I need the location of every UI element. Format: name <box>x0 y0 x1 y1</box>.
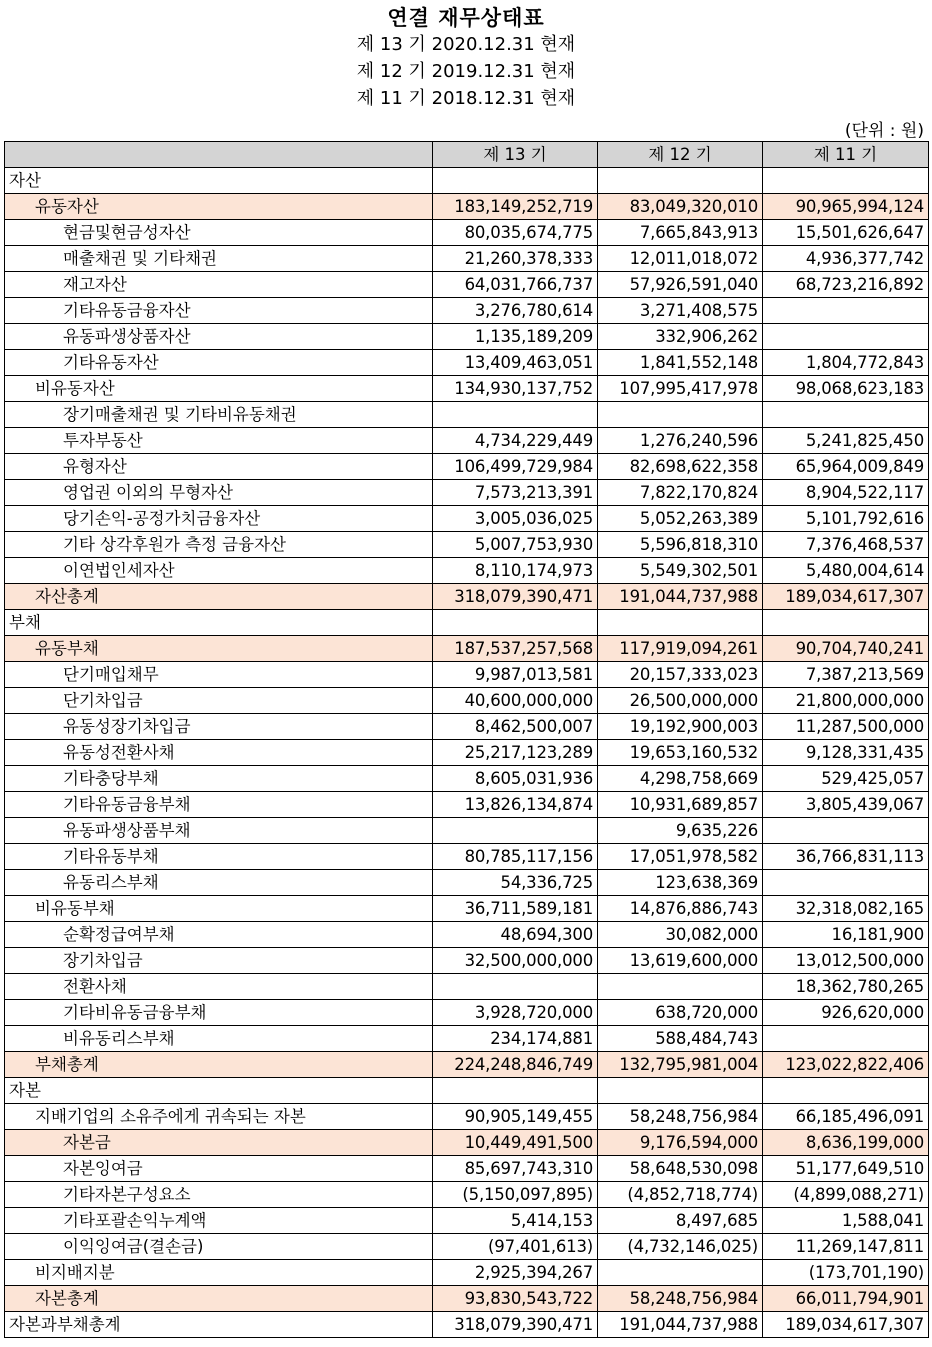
amount-cell: 90,704,740,241 <box>763 636 929 662</box>
amount-cell: 83,049,320,010 <box>598 194 763 220</box>
amount-cell: 638,720,000 <box>598 1000 763 1026</box>
amount-cell: 5,480,004,614 <box>763 558 929 584</box>
account-label: 매출채권 및 기타채권 <box>5 246 433 272</box>
amount-cell: 51,177,649,510 <box>763 1156 929 1182</box>
amount-cell: 25,217,123,289 <box>433 740 598 766</box>
account-label: 영업권 이외의 무형자산 <box>5 480 433 506</box>
account-label: 비유동리스부채 <box>5 1026 433 1052</box>
amount-cell: 14,876,886,743 <box>598 896 763 922</box>
amount-cell: 8,497,685 <box>598 1208 763 1234</box>
amount-cell: 54,336,725 <box>433 870 598 896</box>
table-row <box>5 740 929 766</box>
table-row <box>5 1234 929 1260</box>
account-label: 유동파생상품자산 <box>5 324 433 350</box>
account-label: 유동자산 <box>5 194 433 220</box>
amount-cell: 21,800,000,000 <box>763 688 929 714</box>
amount-cell: 191,044,737,988 <box>598 584 763 610</box>
amount-cell: 106,499,729,984 <box>433 454 598 480</box>
amount-cell: 3,005,036,025 <box>433 506 598 532</box>
amount-cell: 19,653,160,532 <box>598 740 763 766</box>
amount-cell: 8,636,199,000 <box>763 1130 929 1156</box>
amount-cell: 58,648,530,098 <box>598 1156 763 1182</box>
table-row <box>5 1130 929 1156</box>
amount-cell: 17,051,978,582 <box>598 844 763 870</box>
amount-cell <box>763 1078 929 1104</box>
account-label: 자산 <box>5 168 433 194</box>
amount-cell: 80,785,117,156 <box>433 844 598 870</box>
table-header-row <box>5 142 929 168</box>
account-label: 기타비유동금융부채 <box>5 1000 433 1026</box>
amount-cell <box>598 1260 763 1286</box>
amount-cell: 588,484,743 <box>598 1026 763 1052</box>
table-row <box>5 1182 929 1208</box>
amount-cell: 57,926,591,040 <box>598 272 763 298</box>
amount-cell: (4,852,718,774) <box>598 1182 763 1208</box>
table-row <box>5 922 929 948</box>
amount-cell: 9,128,331,435 <box>763 740 929 766</box>
table-row <box>5 402 929 428</box>
balance-sheet-table <box>4 141 929 1338</box>
amount-cell: 1,841,552,148 <box>598 350 763 376</box>
amount-cell: (173,701,190) <box>763 1260 929 1286</box>
account-label: 자본 <box>5 1078 433 1104</box>
amount-cell: 4,298,758,669 <box>598 766 763 792</box>
table-row <box>5 1000 929 1026</box>
amount-cell: 5,596,818,310 <box>598 532 763 558</box>
table-row <box>5 1026 929 1052</box>
amount-cell: 11,287,500,000 <box>763 714 929 740</box>
amount-cell: 318,079,390,471 <box>433 584 598 610</box>
amount-cell: 90,965,994,124 <box>763 194 929 220</box>
amount-cell: 3,271,408,575 <box>598 298 763 324</box>
amount-cell: 36,711,589,181 <box>433 896 598 922</box>
amount-cell: 1,135,189,209 <box>433 324 598 350</box>
account-label: 기타유동자산 <box>5 350 433 376</box>
amount-cell <box>763 298 929 324</box>
table-row <box>5 714 929 740</box>
account-label: 기타유동금융자산 <box>5 298 433 324</box>
table-row <box>5 818 929 844</box>
account-label: 유형자산 <box>5 454 433 480</box>
amount-cell: 1,588,041 <box>763 1208 929 1234</box>
period-line: 제 13 기 2020.12.31 현재 <box>356 34 576 55</box>
account-label: 기타유동금융부채 <box>5 792 433 818</box>
amount-cell <box>433 974 598 1000</box>
account-label: 부채총계 <box>5 1052 433 1078</box>
amount-cell: 123,638,369 <box>598 870 763 896</box>
table-row <box>5 1260 929 1286</box>
amount-cell: 2,925,394,267 <box>433 1260 598 1286</box>
table-row <box>5 272 929 298</box>
header-period-12: 제 12 기 <box>598 142 763 168</box>
account-label: 재고자산 <box>5 272 433 298</box>
amount-cell <box>763 168 929 194</box>
amount-cell: 82,698,622,358 <box>598 454 763 480</box>
amount-cell: 15,501,626,647 <box>763 220 929 246</box>
table-row <box>5 194 929 220</box>
table-row <box>5 506 929 532</box>
amount-cell: 3,928,720,000 <box>433 1000 598 1026</box>
amount-cell: 18,362,780,265 <box>763 974 929 1000</box>
table-row <box>5 870 929 896</box>
amount-cell: (97,401,613) <box>433 1234 598 1260</box>
amount-cell: 7,376,468,537 <box>763 532 929 558</box>
table-row <box>5 584 929 610</box>
account-label: 자본잉여금 <box>5 1156 433 1182</box>
table-row <box>5 1052 929 1078</box>
table-row <box>5 1156 929 1182</box>
amount-cell: 187,537,257,568 <box>433 636 598 662</box>
amount-cell: 926,620,000 <box>763 1000 929 1026</box>
amount-cell: 7,822,170,824 <box>598 480 763 506</box>
table-row <box>5 324 929 350</box>
amount-cell: 5,007,753,930 <box>433 532 598 558</box>
amount-cell: 189,034,617,307 <box>763 584 929 610</box>
amount-cell: 40,600,000,000 <box>433 688 598 714</box>
account-label: 유동성장기차입금 <box>5 714 433 740</box>
account-label: 자산총계 <box>5 584 433 610</box>
amount-cell: 11,269,147,811 <box>763 1234 929 1260</box>
account-label: 부채 <box>5 610 433 636</box>
amount-cell <box>433 1078 598 1104</box>
account-label: 비유동부채 <box>5 896 433 922</box>
amount-cell <box>598 974 763 1000</box>
table-row <box>5 220 929 246</box>
amount-cell <box>763 324 929 350</box>
table-row <box>5 168 929 194</box>
amount-cell: 5,241,825,450 <box>763 428 929 454</box>
amount-cell: 123,022,822,406 <box>763 1052 929 1078</box>
amount-cell <box>763 870 929 896</box>
amount-cell: 7,387,213,569 <box>763 662 929 688</box>
table-row <box>5 532 929 558</box>
period-line: 제 12 기 2019.12.31 현재 <box>356 61 576 82</box>
account-label: 단기매입채무 <box>5 662 433 688</box>
account-label: 유동부채 <box>5 636 433 662</box>
amount-cell: 224,248,846,749 <box>433 1052 598 1078</box>
amount-cell: 58,248,756,984 <box>598 1286 763 1312</box>
amount-cell: 13,409,463,051 <box>433 350 598 376</box>
amount-cell: 68,723,216,892 <box>763 272 929 298</box>
amount-cell: 8,605,031,936 <box>433 766 598 792</box>
amount-cell: 20,157,333,023 <box>598 662 763 688</box>
account-label: 이익잉여금(결손금) <box>5 1234 433 1260</box>
amount-cell: 191,044,737,988 <box>598 1312 763 1338</box>
amount-cell <box>763 610 929 636</box>
table-row <box>5 298 929 324</box>
unit-label: (단위 : 원) <box>844 121 924 141</box>
header-period-13: 제 13 기 <box>433 142 598 168</box>
account-label: 기타 상각후원가 측정 금융자산 <box>5 532 433 558</box>
amount-cell <box>598 610 763 636</box>
amount-cell: 10,449,491,500 <box>433 1130 598 1156</box>
table-row <box>5 428 929 454</box>
amount-cell: 5,549,302,501 <box>598 558 763 584</box>
account-label: 유동파생상품부채 <box>5 818 433 844</box>
account-label: 기타충당부채 <box>5 766 433 792</box>
account-label: 유동리스부채 <box>5 870 433 896</box>
amount-cell: (5,150,097,895) <box>433 1182 598 1208</box>
table-row <box>5 454 929 480</box>
amount-cell: 9,635,226 <box>598 818 763 844</box>
account-label: 자본금 <box>5 1130 433 1156</box>
table-row <box>5 246 929 272</box>
account-label: 기타유동부채 <box>5 844 433 870</box>
amount-cell: 16,181,900 <box>763 922 929 948</box>
table-row <box>5 1208 929 1234</box>
table-row <box>5 1104 929 1130</box>
table-row <box>5 636 929 662</box>
amount-cell: 30,082,000 <box>598 922 763 948</box>
amount-cell: 48,694,300 <box>433 922 598 948</box>
amount-cell: 332,906,262 <box>598 324 763 350</box>
amount-cell: 5,052,263,389 <box>598 506 763 532</box>
account-label: 투자부동산 <box>5 428 433 454</box>
account-label: 자본총계 <box>5 1286 433 1312</box>
amount-cell <box>598 402 763 428</box>
amount-cell: 529,425,057 <box>763 766 929 792</box>
amount-cell: 32,500,000,000 <box>433 948 598 974</box>
amount-cell: 13,826,134,874 <box>433 792 598 818</box>
amount-cell <box>763 402 929 428</box>
account-label: 현금및현금성자산 <box>5 220 433 246</box>
table-row <box>5 1078 929 1104</box>
table-row <box>5 948 929 974</box>
amount-cell: 36,766,831,113 <box>763 844 929 870</box>
amount-cell: 4,936,377,742 <box>763 246 929 272</box>
account-label: 유동성전환사채 <box>5 740 433 766</box>
amount-cell <box>433 168 598 194</box>
amount-cell: 132,795,981,004 <box>598 1052 763 1078</box>
amount-cell: 5,101,792,616 <box>763 506 929 532</box>
table-row <box>5 610 929 636</box>
table-row <box>5 1312 929 1338</box>
amount-cell: 66,185,496,091 <box>763 1104 929 1130</box>
table-row <box>5 662 929 688</box>
amount-cell: 8,462,500,007 <box>433 714 598 740</box>
account-label: 순확정급여부채 <box>5 922 433 948</box>
amount-cell: (4,899,088,271) <box>763 1182 929 1208</box>
amount-cell: 9,176,594,000 <box>598 1130 763 1156</box>
account-label: 비유동자산 <box>5 376 433 402</box>
amount-cell: 134,930,137,752 <box>433 376 598 402</box>
amount-cell: 13,012,500,000 <box>763 948 929 974</box>
amount-cell: 1,804,772,843 <box>763 350 929 376</box>
amount-cell: 90,905,149,455 <box>433 1104 598 1130</box>
amount-cell <box>598 1078 763 1104</box>
table-row <box>5 480 929 506</box>
table-row <box>5 844 929 870</box>
amount-cell: (4,732,146,025) <box>598 1234 763 1260</box>
table-row <box>5 896 929 922</box>
amount-cell: 3,805,439,067 <box>763 792 929 818</box>
account-label: 지배기업의 소유주에게 귀속되는 자본 <box>5 1104 433 1130</box>
amount-cell: 80,035,674,775 <box>433 220 598 246</box>
amount-cell: 1,276,240,596 <box>598 428 763 454</box>
table-row <box>5 974 929 1000</box>
amount-cell: 32,318,082,165 <box>763 896 929 922</box>
account-label: 이연법인세자산 <box>5 558 433 584</box>
table-row <box>5 350 929 376</box>
table-row <box>5 1286 929 1312</box>
amount-cell: 318,079,390,471 <box>433 1312 598 1338</box>
account-label: 단기차입금 <box>5 688 433 714</box>
amount-cell: 189,034,617,307 <box>763 1312 929 1338</box>
amount-cell: 5,414,153 <box>433 1208 598 1234</box>
amount-cell: 8,904,522,117 <box>763 480 929 506</box>
amount-cell <box>763 1026 929 1052</box>
amount-cell: 26,500,000,000 <box>598 688 763 714</box>
account-label: 장기매출채권 및 기타비유동채권 <box>5 402 433 428</box>
account-label: 기타포괄손익누계액 <box>5 1208 433 1234</box>
amount-cell <box>433 402 598 428</box>
account-label: 비지배지분 <box>5 1260 433 1286</box>
amount-cell: 10,931,689,857 <box>598 792 763 818</box>
amount-cell: 117,919,094,261 <box>598 636 763 662</box>
amount-cell: 64,031,766,737 <box>433 272 598 298</box>
amount-cell: 21,260,378,333 <box>433 246 598 272</box>
amount-cell: 93,830,543,722 <box>433 1286 598 1312</box>
amount-cell: 65,964,009,849 <box>763 454 929 480</box>
amount-cell: 8,110,174,973 <box>433 558 598 584</box>
amount-cell: 66,011,794,901 <box>763 1286 929 1312</box>
account-label: 당기손익-공정가치금융자산 <box>5 506 433 532</box>
amount-cell: 3,276,780,614 <box>433 298 598 324</box>
account-label: 전환사채 <box>5 974 433 1000</box>
account-label: 기타자본구성요소 <box>5 1182 433 1208</box>
amount-cell <box>598 168 763 194</box>
amount-cell: 183,149,252,719 <box>433 194 598 220</box>
header-period-11: 제 11 기 <box>763 142 929 168</box>
account-label: 자본과부채총계 <box>5 1312 433 1338</box>
amount-cell <box>433 818 598 844</box>
amount-cell <box>763 818 929 844</box>
period-line: 제 11 기 2018.12.31 현재 <box>356 88 576 109</box>
amount-cell: 9,987,013,581 <box>433 662 598 688</box>
amount-cell <box>433 610 598 636</box>
table-row <box>5 766 929 792</box>
amount-cell: 4,734,229,449 <box>433 428 598 454</box>
amount-cell: 12,011,018,072 <box>598 246 763 272</box>
amount-cell: 13,619,600,000 <box>598 948 763 974</box>
table-row <box>5 792 929 818</box>
amount-cell: 107,995,417,978 <box>598 376 763 402</box>
header-account <box>5 142 433 168</box>
amount-cell: 58,248,756,984 <box>598 1104 763 1130</box>
table-row <box>5 558 929 584</box>
table-body <box>5 168 929 1338</box>
amount-cell: 7,665,843,913 <box>598 220 763 246</box>
amount-cell: 19,192,900,003 <box>598 714 763 740</box>
amount-cell: 85,697,743,310 <box>433 1156 598 1182</box>
account-label: 장기차입금 <box>5 948 433 974</box>
table-row <box>5 688 929 714</box>
table-row <box>5 376 929 402</box>
amount-cell: 234,174,881 <box>433 1026 598 1052</box>
amount-cell: 7,573,213,391 <box>433 480 598 506</box>
statement-title: 연결 재무상태표 <box>387 6 545 30</box>
amount-cell: 98,068,623,183 <box>763 376 929 402</box>
